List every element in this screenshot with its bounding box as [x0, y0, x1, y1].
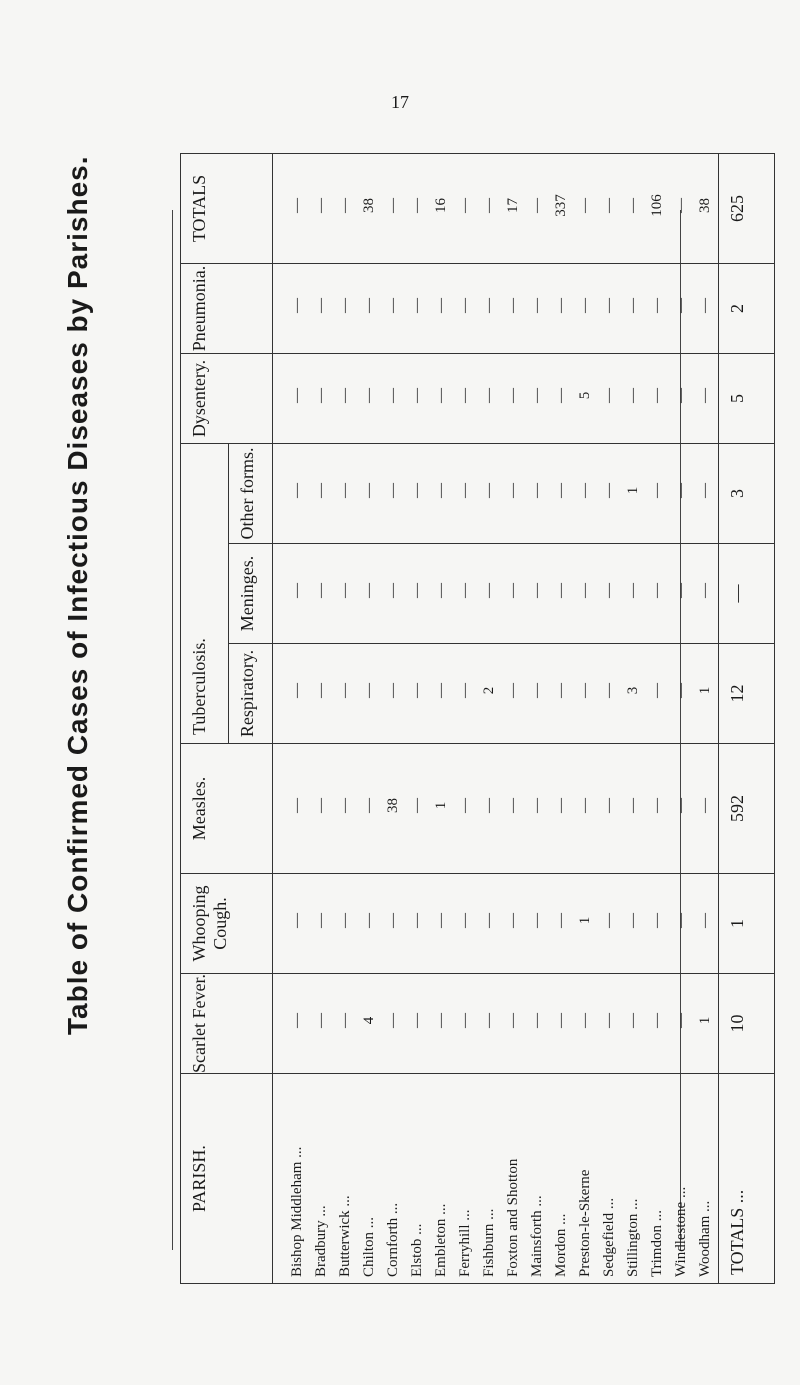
page-rule-left — [172, 210, 173, 1250]
totals-values — [273, 153, 719, 263]
table-cell-dysentery: — — [457, 387, 473, 403]
table-cell-scarlet: — — [289, 1013, 305, 1028]
table-cell-measles: — — [481, 798, 497, 813]
parish-name: Butterwick ... — [337, 1195, 353, 1277]
disease-table — [180, 153, 775, 1284]
table-cell-scarlet: — — [457, 1013, 473, 1028]
table-cell-whooping: — — [457, 913, 473, 928]
total-pneumonia: 2 — [719, 263, 775, 353]
parish-name: Bradbury ... — [313, 1205, 329, 1277]
table-cell-whooping: — — [361, 913, 377, 928]
table-cell-dysentery: — — [601, 387, 617, 403]
table-cell-dysentery: — — [673, 387, 689, 403]
table-cell-dysentery: — — [505, 387, 521, 403]
table-cell-pneumonia: — — [625, 297, 641, 313]
header-other-forms: Other forms. — [229, 443, 273, 543]
table-cell-respiratory: — — [313, 683, 329, 698]
table-cell-meninges: — — [601, 583, 617, 598]
header-dysentery: Dysentery. — [181, 353, 273, 443]
measles-values — [273, 744, 719, 874]
table-cell-dysentery: — — [697, 387, 713, 403]
parish-name: Woodham ... — [697, 1200, 713, 1277]
parish-name: Chilton ... — [361, 1216, 377, 1277]
table-cell-pneumonia: — — [289, 297, 305, 313]
table-cell-other: — — [505, 483, 521, 498]
table-cell-meninges: — — [361, 583, 377, 598]
table-cell-measles: — — [553, 798, 569, 813]
table-cell-respiratory: — — [577, 683, 593, 698]
table-cell-other: — — [577, 483, 593, 498]
table-cell-pneumonia: — — [505, 297, 521, 313]
table-cell-dysentery: 5 — [577, 391, 593, 400]
table-cell-total: 17 — [505, 197, 521, 213]
header-pneumonia: Pneumonia. — [181, 263, 273, 353]
table-cell-total: — — [481, 197, 497, 213]
table-cell-measles: — — [673, 798, 689, 813]
table-cell-respiratory: — — [529, 683, 545, 698]
table-cell-scarlet: 1 — [697, 1016, 713, 1025]
table-cell-respiratory: — — [385, 683, 401, 698]
table-cell-pneumonia: — — [529, 297, 545, 313]
table-cell-total: — — [385, 197, 401, 213]
table-cell-whooping: — — [553, 913, 569, 928]
table-cell-meninges: — — [457, 583, 473, 598]
table-cell-other: — — [529, 483, 545, 498]
parish-name: Embleton ... — [433, 1203, 449, 1277]
table-cell-other: — — [649, 483, 665, 498]
header-tuberculosis: Tuberculosis. — [181, 443, 229, 743]
table-cell-scarlet: — — [505, 1013, 521, 1028]
table-cell-respiratory: 3 — [625, 686, 641, 695]
table-cell-total: — — [673, 197, 689, 213]
total-respiratory: 12 — [719, 644, 775, 744]
table-cell-other: — — [553, 483, 569, 498]
table-cell-meninges: — — [529, 583, 545, 598]
table-cell-pneumonia: — — [697, 297, 713, 313]
parish-name: Mainsforth ... — [529, 1195, 545, 1277]
table-cell-meninges: — — [553, 583, 569, 598]
table-cell-other: — — [361, 483, 377, 498]
table-cell-scarlet: — — [409, 1013, 425, 1028]
table-cell-measles: — — [649, 798, 665, 813]
table-cell-total: — — [529, 197, 545, 213]
table-cell-pneumonia: — — [385, 297, 401, 313]
table-cell-measles: — — [337, 798, 353, 813]
total-whooping-cough: 1 — [719, 874, 775, 974]
table-cell-whooping: — — [409, 913, 425, 928]
table-cell-whooping: — — [433, 913, 449, 928]
table-cell-dysentery: — — [481, 387, 497, 403]
table-cell-meninges: — — [289, 583, 305, 598]
table-cell-meninges: — — [481, 583, 497, 598]
page-number: 17 — [391, 92, 409, 112]
table-cell-scarlet: — — [529, 1013, 545, 1028]
table-cell-whooping: — — [673, 913, 689, 928]
table-cell-respiratory: 2 — [481, 686, 497, 695]
table-cell-respiratory: — — [673, 683, 689, 698]
table-cell-whooping: — — [529, 913, 545, 928]
table-cell-measles: — — [313, 798, 329, 813]
parish-name: Foxton and Shotton — [505, 1158, 521, 1277]
table-cell-total: 16 — [433, 197, 449, 213]
table-cell-scarlet: — — [625, 1013, 641, 1028]
table-cell-other: — — [457, 483, 473, 498]
table-cell-dysentery: — — [313, 387, 329, 403]
table-cell-meninges: — — [625, 583, 641, 598]
other-forms-values — [273, 443, 719, 543]
header-scarlet-fever: Scarlet Fever. — [181, 974, 273, 1074]
table-cell-respiratory: 1 — [697, 686, 713, 695]
table-cell-dysentery: — — [529, 387, 545, 403]
table-cell-respiratory: — — [457, 683, 473, 698]
table-cell-pneumonia: — — [361, 297, 377, 313]
header-measles: Measles. — [181, 744, 273, 874]
table-cell-meninges: — — [505, 583, 521, 598]
table-cell-measles: 38 — [385, 798, 401, 813]
table-cell-total: 106 — [649, 194, 665, 217]
parish-name: Preston-le-Skerne — [577, 1169, 593, 1277]
table-cell-dysentery: — — [625, 387, 641, 403]
table-cell-dysentery: — — [433, 387, 449, 403]
parish-name: Stillington ... — [625, 1198, 641, 1277]
table-cell-whooping: 1 — [577, 916, 593, 925]
table-cell-scarlet: — — [481, 1013, 497, 1028]
table-cell-meninges: — — [337, 583, 353, 598]
table-cell-respiratory: — — [289, 683, 305, 698]
table-cell-measles: 1 — [433, 801, 449, 810]
respiratory-values — [273, 644, 719, 744]
dysentery-values — [273, 353, 719, 443]
table-cell-measles: — — [697, 798, 713, 813]
table-cell-meninges: — — [385, 583, 401, 598]
parish-name: Fishburn ... — [481, 1208, 497, 1277]
table-cell-scarlet: — — [601, 1013, 617, 1028]
table-cell-meninges: — — [433, 583, 449, 598]
table-cell-total: — — [313, 197, 329, 213]
table-cell-dysentery: — — [649, 387, 665, 403]
header-meninges: Meninges. — [229, 544, 273, 644]
table-cell-other: — — [697, 483, 713, 498]
rotated-table-wrapper — [180, 154, 747, 1284]
pneumonia-values — [273, 263, 719, 353]
table-cell-dysentery: — — [289, 387, 305, 403]
total-meninges: — — [719, 544, 775, 644]
table-cell-pneumonia: — — [649, 297, 665, 313]
table-cell-scarlet: — — [433, 1013, 449, 1028]
table-cell-meninges: — — [409, 583, 425, 598]
page-title: Table of Confirmed Cases of Infectious Diseases by Parishes. — [62, 155, 93, 1035]
table-cell-other: — — [337, 483, 353, 498]
table-cell-pneumonia: — — [673, 297, 689, 313]
table-cell-respiratory: — — [553, 683, 569, 698]
table-cell-total: — — [457, 197, 473, 213]
table-cell-whooping: — — [481, 913, 497, 928]
table-cell-scarlet: — — [577, 1013, 593, 1028]
table-cell-whooping: — — [649, 913, 665, 928]
grand-total: 625 — [719, 153, 775, 263]
table-cell-total: — — [289, 197, 305, 213]
header-totals: TOTALS — [181, 153, 273, 263]
table-cell-dysentery: — — [409, 387, 425, 403]
table-cell-dysentery: — — [337, 387, 353, 403]
parish-name: Elstob ... — [409, 1223, 425, 1277]
table-cell-total: — — [625, 197, 641, 213]
table-cell-other: — — [433, 483, 449, 498]
total-measles: 592 — [719, 744, 775, 874]
table-cell-measles: — — [625, 798, 641, 813]
table-cell-total: — — [409, 197, 425, 213]
table-cell-measles: — — [457, 798, 473, 813]
meninges-values — [273, 544, 719, 644]
table-cell-measles: — — [289, 798, 305, 813]
table-cell-other: — — [481, 483, 497, 498]
table-cell-respiratory: — — [337, 683, 353, 698]
table-cell-whooping: — — [505, 913, 521, 928]
table-cell-dysentery: — — [385, 387, 401, 403]
parish-list — [273, 1074, 719, 1284]
table-cell-measles: — — [601, 798, 617, 813]
table-cell-measles: — — [529, 798, 545, 813]
header-respiratory: Respiratory. — [229, 644, 273, 744]
table-cell-total: 38 — [361, 197, 377, 213]
total-dysentery: 5 — [719, 353, 775, 443]
table-cell-measles: — — [409, 798, 425, 813]
table-cell-total: — — [601, 197, 617, 213]
parish-name: Bishop Middleham ... — [289, 1146, 305, 1277]
table-cell-scarlet: — — [553, 1013, 569, 1028]
table-cell-other: 1 — [625, 486, 641, 495]
table-cell-pneumonia: — — [409, 297, 425, 313]
header-whooping-cough: Whooping Cough. — [181, 874, 273, 974]
table-cell-measles: — — [505, 798, 521, 813]
scarlet-fever-values — [273, 974, 719, 1074]
table-cell-other: — — [385, 483, 401, 498]
table-cell-pneumonia: — — [313, 297, 329, 313]
table-cell-other: — — [289, 483, 305, 498]
table-cell-other: — — [673, 483, 689, 498]
table-cell-dysentery: — — [553, 387, 569, 403]
totals-label: TOTALS ... — [719, 1074, 775, 1284]
header-parish: PARISH. — [181, 1074, 273, 1284]
table-cell-dysentery: — — [361, 387, 377, 403]
parish-name: Mordon ... — [553, 1213, 569, 1277]
parish-name: Ferryhill ... — [457, 1209, 473, 1277]
table-cell-respiratory: — — [361, 683, 377, 698]
table-cell-meninges: — — [577, 583, 593, 598]
table-cell-scarlet: 4 — [361, 1016, 377, 1025]
table-cell-whooping: — — [625, 913, 641, 928]
table-cell-whooping: — — [337, 913, 353, 928]
table-cell-pneumonia: — — [337, 297, 353, 313]
table-cell-total: 337 — [553, 194, 569, 217]
whooping-cough-values — [273, 874, 719, 974]
parish-name: Trimdon ... — [649, 1210, 665, 1277]
table-cell-pneumonia: — — [553, 297, 569, 313]
table-cell-total: — — [337, 197, 353, 213]
total-other-forms: 3 — [719, 443, 775, 543]
table-cell-pneumonia: — — [601, 297, 617, 313]
table-cell-respiratory: — — [601, 683, 617, 698]
table-cell-meninges: — — [673, 583, 689, 598]
table-cell-measles: — — [577, 798, 593, 813]
table-cell-other: — — [409, 483, 425, 498]
table-cell-meninges: — — [313, 583, 329, 598]
table-cell-scarlet: — — [649, 1013, 665, 1028]
table-cell-scarlet: — — [337, 1013, 353, 1028]
table-cell-respiratory: — — [409, 683, 425, 698]
table-cell-whooping: — — [697, 913, 713, 928]
table-cell-total: 38 — [697, 197, 713, 213]
table-cell-whooping: — — [601, 913, 617, 928]
table-cell-meninges: — — [649, 583, 665, 598]
table-cell-total: — — [577, 197, 593, 213]
table-cell-pneumonia: — — [577, 297, 593, 313]
parish-name: Cornforth ... — [385, 1202, 401, 1277]
parish-name: Windlestone ... — [673, 1186, 689, 1277]
table-cell-other: — — [313, 483, 329, 498]
table-cell-respiratory: — — [433, 683, 449, 698]
table-cell-pneumonia: — — [433, 297, 449, 313]
table-cell-meninges: — — [697, 583, 713, 598]
table-cell-whooping: — — [289, 913, 305, 928]
table-cell-respiratory: — — [649, 683, 665, 698]
table-cell-scarlet: — — [313, 1013, 329, 1028]
table-cell-whooping: — — [313, 913, 329, 928]
table-cell-pneumonia: — — [457, 297, 473, 313]
parish-name: Sedgefield ... — [601, 1197, 617, 1277]
table-cell-respiratory: — — [505, 683, 521, 698]
table-cell-measles: — — [361, 798, 377, 813]
table-cell-scarlet: — — [673, 1013, 689, 1028]
table-cell-whooping: — — [385, 913, 401, 928]
total-scarlet-fever: 10 — [719, 974, 775, 1074]
table-cell-other: — — [601, 483, 617, 498]
table-cell-scarlet: — — [385, 1013, 401, 1028]
table-cell-pneumonia: — — [481, 297, 497, 313]
